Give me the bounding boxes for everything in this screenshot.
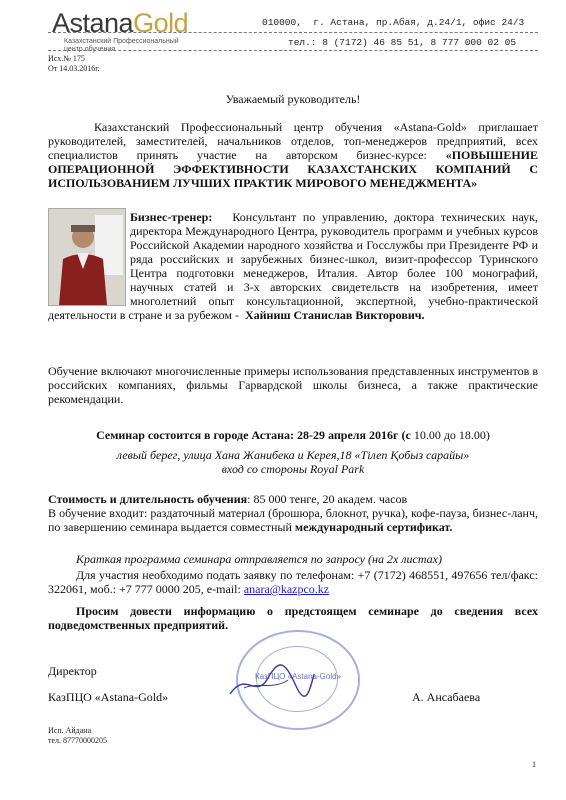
cost-value: : 85 000 тенге, 20 академ. часов <box>247 492 408 506</box>
logo-text-gold: Gold <box>133 8 189 38</box>
header-divider <box>48 32 538 33</box>
apply-paragraph <box>48 568 538 596</box>
email-link[interactable]: anara@kazpco.kz <box>243 582 330 596</box>
header-divider <box>48 50 538 51</box>
certificate: международный сертификат. <box>294 520 453 534</box>
intro-paragraph <box>48 120 538 190</box>
header-address: 010000, г. Астана, пр.Абая, д.24/1, офис 24/3 <box>262 17 525 28</box>
ref-number: Исх.№ 175 <box>48 54 85 63</box>
course-title: «ПОВЫШЕНИЕ ОПЕРАЦИОННОЙ ЭФФЕКТИВНОСТИ КАЗАХСТАНСКИХ КОМПАНИЙ С ИСПОЛЬЗОВАНИЕМ ЛУЧШИХ ПРАКТИК МИРОВОГО МЕНЕДЖМЕНТА» <box>48 148 538 190</box>
training-paragraph: Обучение включают многочисленные примеры использования представленных инструментов в российских компаниях, фильмы Гарвардской школы бизнеса, а также практические рекомендации. <box>48 364 538 406</box>
logo-subtitle: Казахстанский Профессиональный центр обучения <box>64 38 179 53</box>
page-number: 1 <box>532 760 536 769</box>
seal-text: КазПЦО «Astana-Gold» <box>255 672 341 681</box>
seminar-info <box>48 428 538 442</box>
greeting: Уважаемый руководитель! <box>225 92 361 106</box>
includes-paragraph <box>48 506 538 534</box>
signature-org: КазПЦО «Astana-Gold» <box>48 690 169 704</box>
apply-text: Для участия необходимо подать заявку по телефонам: +7 (7172) 468551, 497656 тел/факс: 322061, моб.: +7 777 0000 205, e-mail: <box>48 568 538 596</box>
header-phones: тел.: 8 (7172) 46 85 51, 8 777 000 02 05 <box>288 37 517 48</box>
logo-text-astana: Astana <box>52 8 134 38</box>
cost-label: Стоимость и длительность обучения <box>48 492 248 506</box>
signature-title: Директор <box>48 664 97 678</box>
trainer-bio: Консультант по управлению, доктора технических наук, директора Международного Центра, руководитель программ и учебных курсов Российской Академии народного хозяйства и Госслужбы при Президенте РФ и ряда российских и зарубежных бизнес-школ, визит-профессор Туринского Центра подготовки менеджеров, Италия. Автор более 100 монографий, научных статей и 3-х авторских свидетельств на изобретения, имеет многолетний опыт консультационной, экспертной, учебно-практической деятельности в стране и за рубежом - <box>48 210 539 322</box>
request-paragraph: Просим довести информацию о предстоящем семинаре до сведения всех подведомственных предприятий. <box>48 604 538 632</box>
company-logo <box>52 8 188 39</box>
intro-text: Казахстанский Профессиональный центр обучения «Astana-Gold» приглашает руководителей, заместителей, начальников отделов, топ-менеджеров предприятий, всех специалистов принять участие на авторском бизнес-курсе: <box>48 120 538 162</box>
seminar-location: левый берег, улица Хана Жанибека и Керея,18 «Тілеп Қобыз сарайы» <box>116 448 470 462</box>
trainer-label: Бизнес-тренер: <box>130 210 213 224</box>
executor-name: Исп. Айдана <box>48 726 92 735</box>
trainer-paragraph <box>48 210 538 322</box>
seminar-entrance: вход со стороны Royal Park <box>221 462 365 476</box>
includes-text: В обучение входит: раздаточный материал (брошюра, блокнот, ручка), кофе-пауза, бизнес-ланч, по завершению семинара выдается совместный <box>48 506 538 534</box>
seminar-time: 10.00 до 18.00) <box>410 428 490 442</box>
signature-name: А. Ансабаева <box>412 690 481 704</box>
executor-phone: тел. 87770000205 <box>48 736 108 745</box>
ref-date: От 14.03.2016г. <box>48 64 100 73</box>
cost-line <box>48 492 538 506</box>
trainer-name: Хайниш Станислав Викторович. <box>244 308 425 322</box>
signature-mark <box>226 660 316 704</box>
seminar-date: Семинар состоится в городе Астана: 28-29 апреля 2016г (с <box>96 428 411 442</box>
program-note: Краткая программа семинара отправляется по запросу (на 2х листах) <box>76 552 442 566</box>
